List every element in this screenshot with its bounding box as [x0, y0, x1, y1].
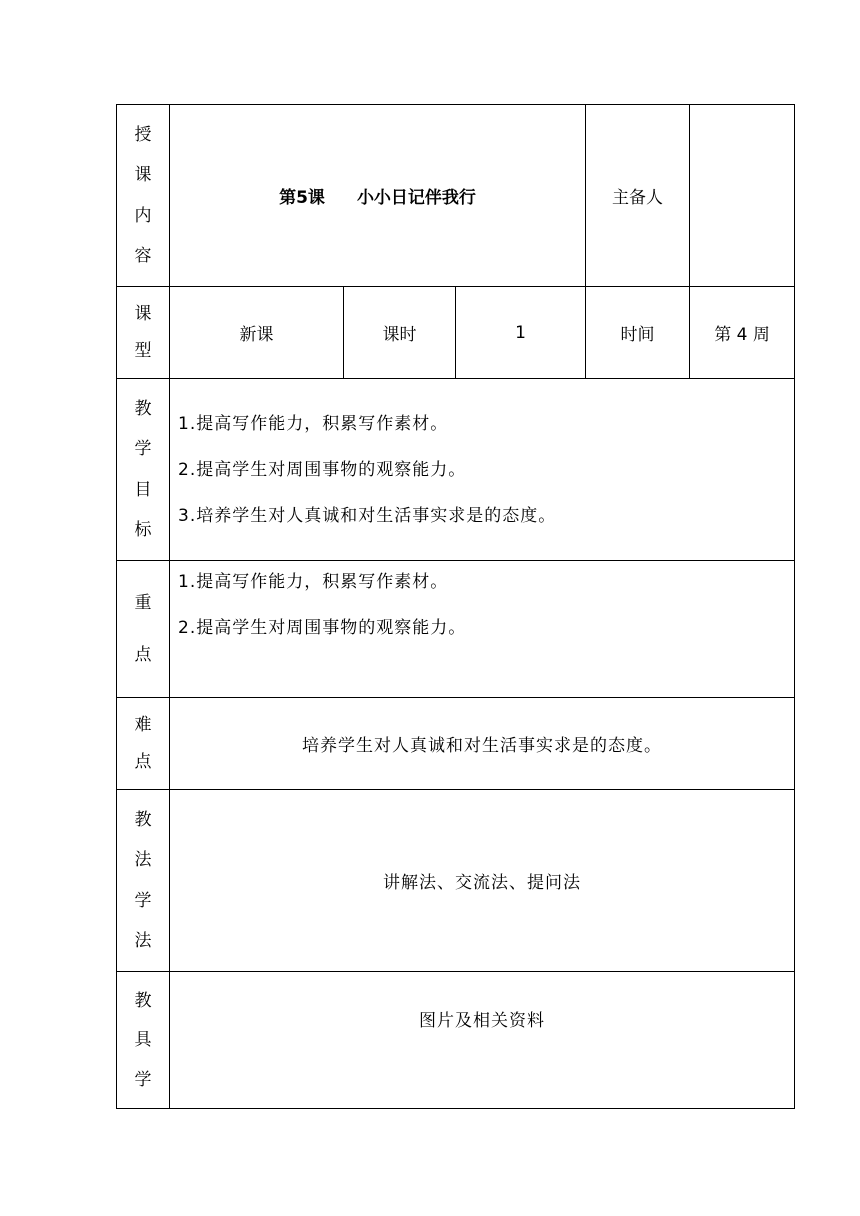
label-char: 教: [134, 809, 152, 830]
label-char: 具: [134, 1030, 152, 1050]
difficulties-label: [117, 698, 170, 790]
objectives-label: [117, 379, 170, 561]
objective-item: 3.培养学生对人真诚和对生活事实求是的态度。: [178, 506, 557, 526]
label-char: 学: [134, 439, 152, 460]
objective-item: 1.提高写作能力，积累写作素材。: [178, 414, 449, 434]
preparer-label: 主备人: [586, 105, 690, 287]
lesson-type-value: 新课: [170, 287, 344, 379]
period-value: 1: [456, 287, 586, 379]
label-char: 型: [134, 341, 152, 362]
objectives-row: [117, 379, 795, 561]
label-char: 学: [134, 1069, 152, 1090]
methods-label: [117, 790, 170, 972]
difficulties-text: 培养学生对人真诚和对生活事实求是的态度。: [170, 698, 795, 790]
key-point-item: 1.提高写作能力，积累写作素材。: [178, 572, 449, 592]
label-char: 法: [134, 931, 152, 952]
lesson-content-label: [117, 105, 170, 287]
label-char: 学: [134, 890, 152, 911]
objectives-content: [170, 379, 795, 561]
label-char: 点: [134, 645, 152, 666]
lesson-title-cell: [170, 105, 586, 287]
objective-item: 2.提高学生对周围事物的观察能力。: [178, 460, 467, 480]
aids-label: [117, 972, 170, 1109]
key-point-item: 2.提高学生对周围事物的观察能力。: [178, 618, 467, 638]
lesson-type-label: [117, 287, 170, 379]
methods-text: 讲解法、交流法、提问法: [170, 790, 795, 972]
lesson-content-row: [117, 105, 795, 287]
lesson-type-row: [117, 287, 795, 379]
lesson-title: 小小日记伴我行: [356, 188, 476, 208]
label-char: 点: [134, 752, 152, 773]
aids-text: [170, 972, 795, 1109]
aids-text-value: 图片及相关资料: [419, 1011, 546, 1031]
label-char: 授: [134, 124, 152, 145]
label-char: 教: [134, 398, 152, 419]
label-char: 内: [134, 205, 152, 226]
key-points-row: [117, 561, 795, 698]
label-char: 目: [134, 479, 152, 500]
label-char: 课: [134, 303, 152, 324]
label-char: 教: [134, 990, 152, 1011]
label-char: 标: [134, 520, 152, 541]
difficulties-row: [117, 698, 795, 790]
label-char: 法: [134, 850, 152, 871]
label-char: 重: [134, 592, 152, 613]
label-char: 容: [134, 246, 152, 267]
label-char: 课: [134, 165, 152, 186]
aids-row: [117, 972, 795, 1109]
preparer-value: [690, 105, 795, 287]
lesson-plan-table: [116, 104, 795, 1109]
time-label: 时间: [586, 287, 690, 379]
key-points-label: [117, 561, 170, 698]
key-points-content: [170, 561, 795, 698]
label-char: 难: [134, 714, 152, 735]
lesson-number: 第5课: [279, 188, 325, 208]
week-value: 第 4 周: [690, 287, 795, 379]
methods-row: [117, 790, 795, 972]
period-label: 课时: [344, 287, 456, 379]
